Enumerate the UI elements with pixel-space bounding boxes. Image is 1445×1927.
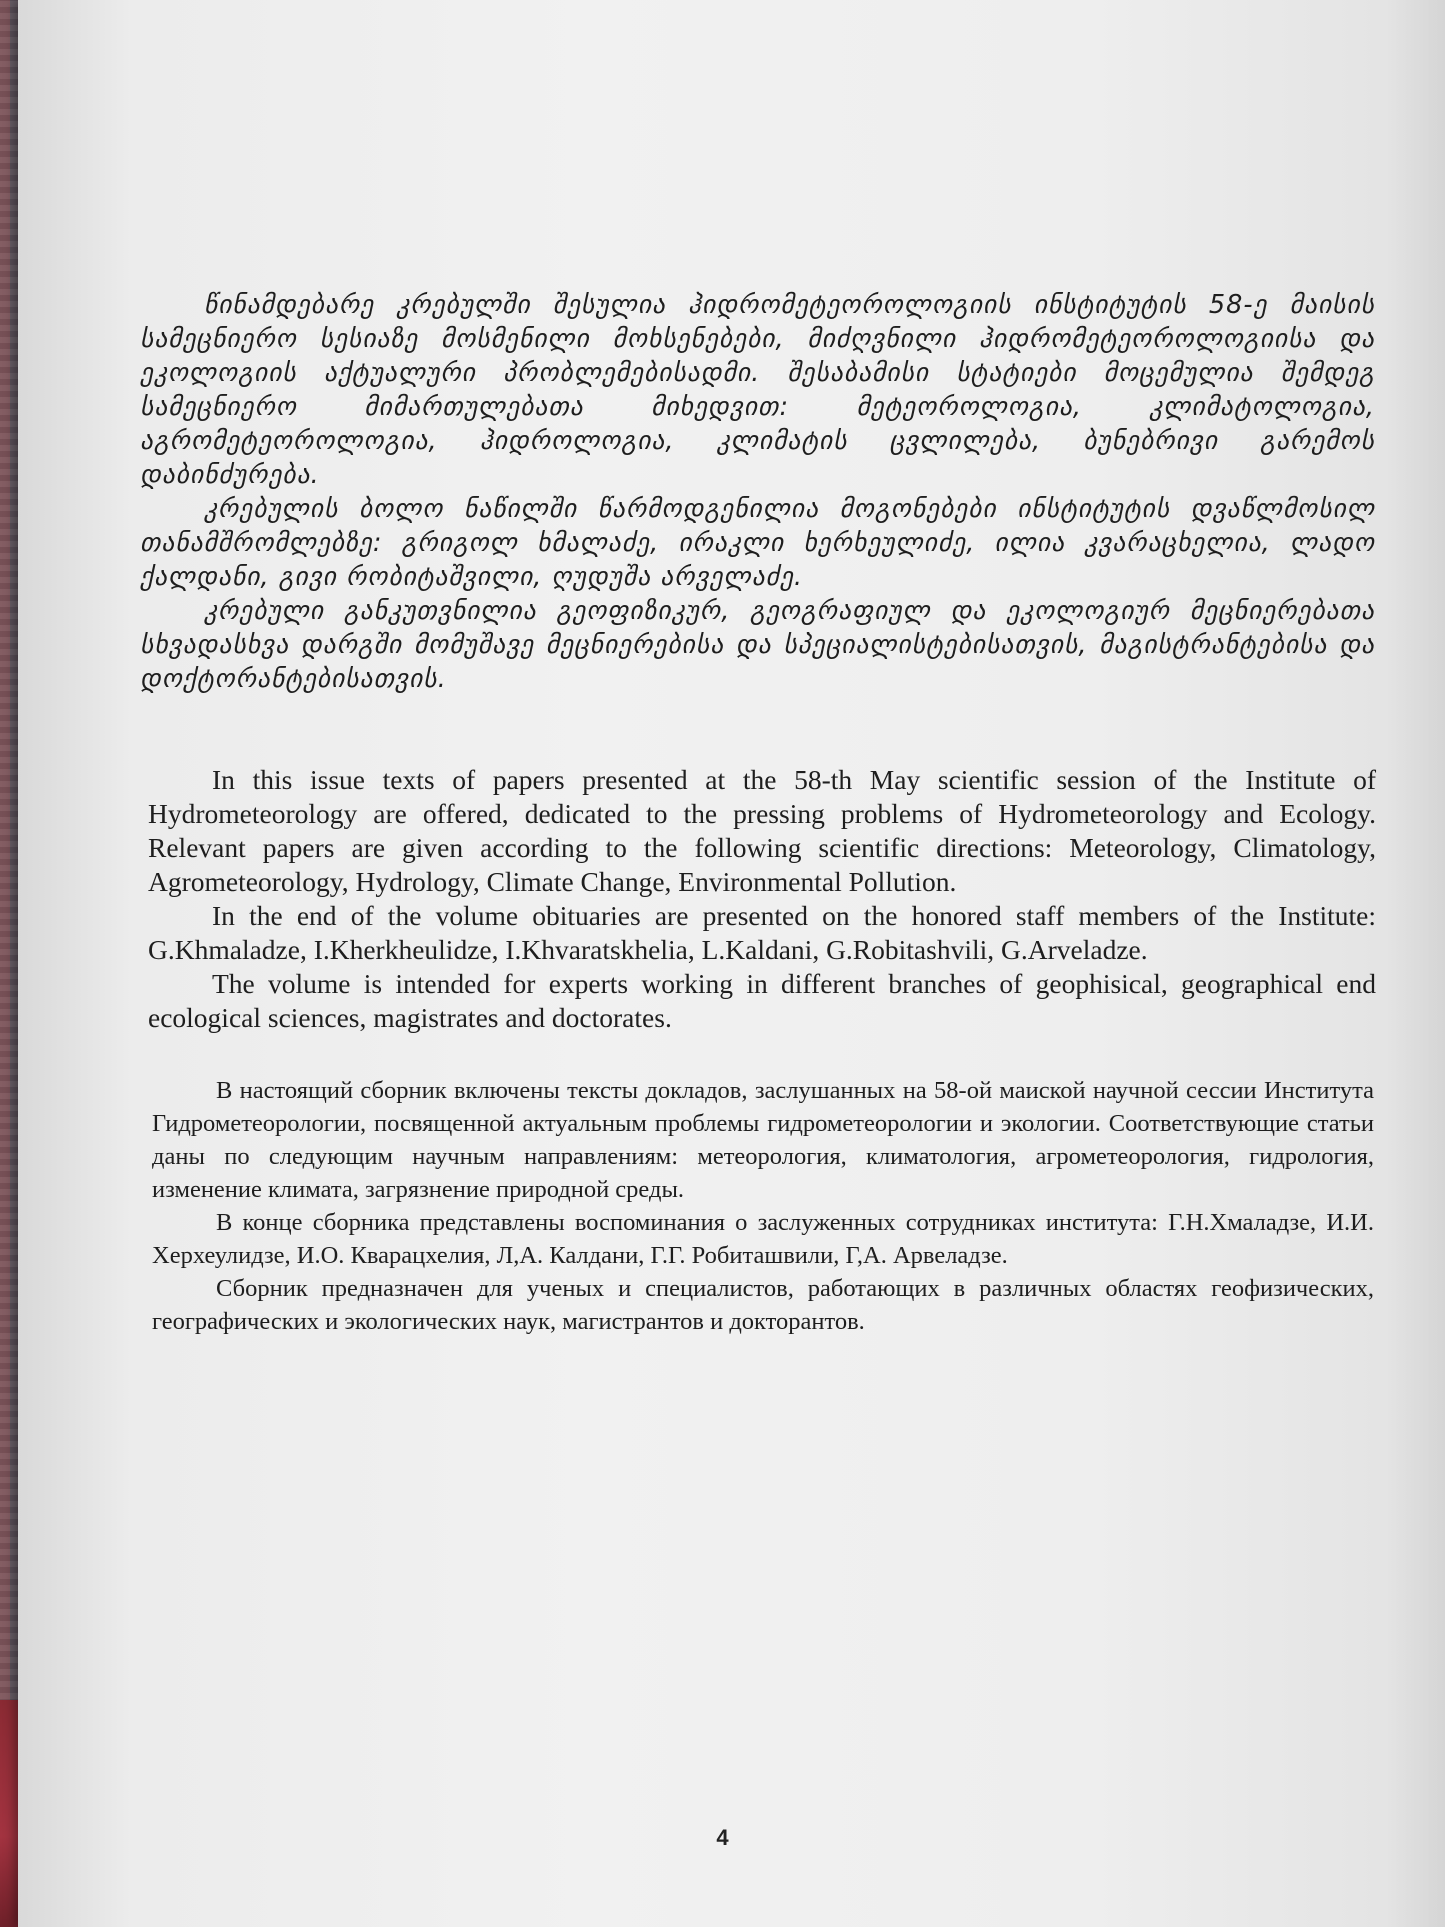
russian-paragraph-1: В настоящий сборник включены тексты докладов, заслушанных на 58-ой маиской научной сессии Института Гидрометеорологии, посвященной актуальным проблемы гидрометеорологии и экологии. Соответствующие статьи даны по следующим научным направлениям: метеорология, климатология, агрометеорология, гидрология, изменение климата, загрязнение природной среды. <box>152 1077 1374 1203</box>
english-paragraph-3: The volume is intended for experts working in different branches of geophisical, geographical end ecological sciences, magistrates and doctorates. <box>148 968 1376 1033</box>
english-paragraph-2: In the end of the volume obituaries are presented on the honored staff members of the Institute: G.Khmaladze, I.Kherkheulidze, I.Khvaratskhelia, L.Kaldani, G.Robitashvili, G.Arveladze. <box>148 900 1376 965</box>
russian-paragraph-2: В конце сборника представлены воспоминания о заслуженных сотрудниках института: Г.Н.Хмаладзе, И.И. Херхеулидзе, И.О. Кварацхелия, Л,А. Калдани, Г.Г. Робиташвили, Г,А. Арвеладзе. <box>152 1209 1374 1269</box>
document-page <box>18 0 1445 1927</box>
english-paragraph-1: In this issue texts of papers presented at the 58-th May scientific session of the Institute of Hydrometeorology are offered, dedicated to the pressing problems of Hydrometeorology and Ecology. Relevant papers are given according to the following scientific directions: Meteorology, Climatology, Agrometeorology, Hydrology, Climate Change, Environmental Pollution. <box>148 764 1376 897</box>
page-number: 4 <box>716 1825 729 1850</box>
russian-paragraph-3: Сборник предназначен для ученых и специалистов, работающих в различных областях геофизических, географических и экологических наук, магистрантов и докторантов. <box>152 1275 1374 1335</box>
georgian-paragraph-3: კრებული განკუთვნილია გეოფიზიკურ, გეოგრაფიულ და ეკოლოგიურ მეცნიერებათა სხვადასხვა დარგში მომუშავე მეცნიერებისა და სპეციალისტებისათვის, მაგისტრანტებისა და დოქტორანტებისათვის. <box>140 596 1375 694</box>
english-section <box>148 763 1376 1035</box>
georgian-paragraph-2: კრებულის ბოლო ნაწილში წარმოდგენილია მოგონებები ინსტიტუტის დვაწლმოსილ თანამშრომლებზე: გრიგოლ ხმალაძე, ირაკლი ხერხეულიძე, ილია კვარაცხელია, ლადო ქალდანი, გივი რობიტაშვილი, ღუდუშა არველაძე. <box>140 494 1375 592</box>
russian-section <box>152 1074 1374 1338</box>
georgian-paragraph-1: წინამდებარე კრებულში შესულია ჰიდრომეტეოროლოგიის ინსტიტუტის 58-ე მაისის სამეცნიერო სესიაზე მოსმენილი მოხსენებები, მიძღვნილი ჰიდრომეტეოროლოგიისა და ეკოლოგიის აქტუალური პრობლემებისადმი. შესაბამისი სტატიები მოცემულია შემდეგ სამეცნიერო მიმართულებათა მიხედვით: მეტეოროლოგია, კლიმატოლოგია, აგრომეტეოროლოგია, ჰიდროლოგია, კლიმატის ცვლილება, ბუნებრივი გარემოს დაბინძურება. <box>140 290 1375 490</box>
georgian-section <box>140 288 1375 696</box>
